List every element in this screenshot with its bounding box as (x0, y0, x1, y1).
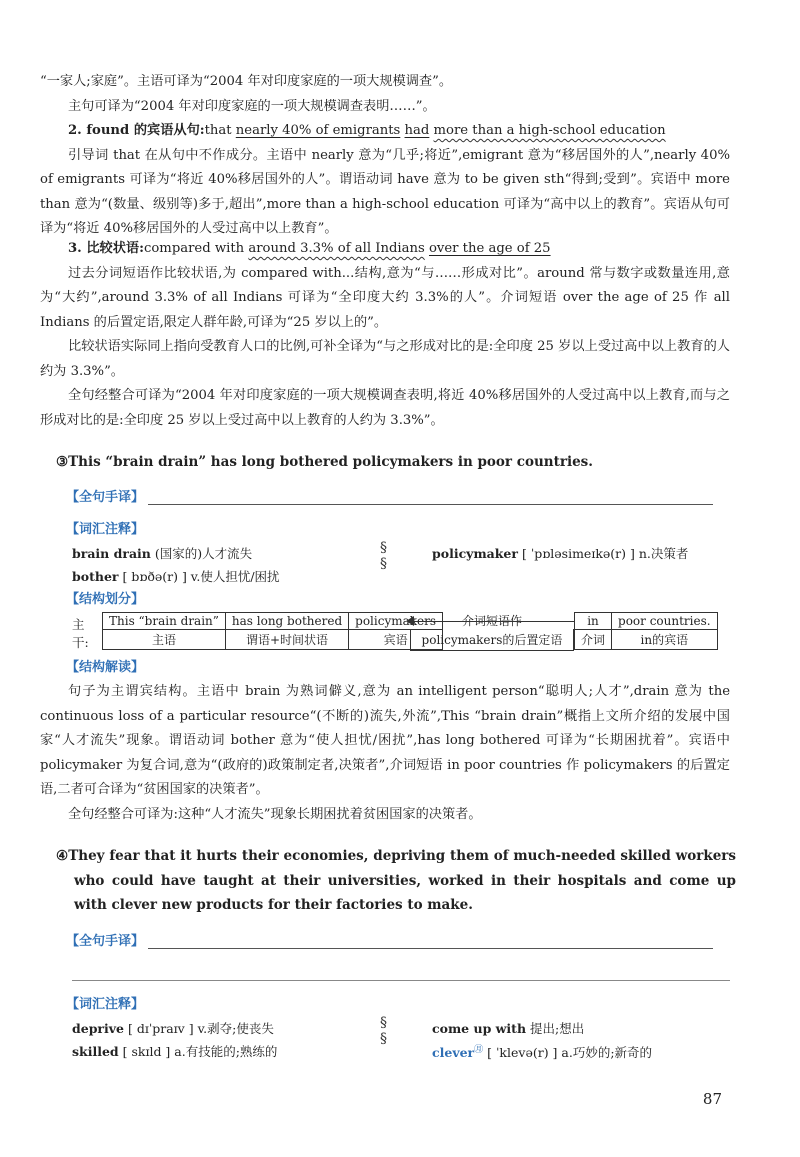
q4-v1-def: [ dɪˈpraɪv ] v.剥夺;使丧失 (127, 1021, 274, 1036)
top-line2: 主句可译为“2004 年对印度家庭的一项大规模调查表明……”。 (68, 98, 436, 114)
q3-vocab-label-wrap (66, 518, 756, 537)
q3-analysis-label-wrap (66, 656, 756, 675)
q4-v1-word: deprive (72, 1021, 124, 1036)
q3-v3-word: policymaker (432, 546, 518, 561)
section-3 (40, 237, 730, 433)
section-2 (40, 119, 730, 242)
q3-struct-label: 【结构划分】 (66, 592, 145, 607)
q4-v4-marker-icon: ㊊ (474, 1045, 484, 1055)
top-section (40, 70, 730, 119)
q3-cell-subject: This “brain drain” (103, 613, 226, 630)
q3-vocab-3 (432, 544, 688, 562)
q3-arrow-head-icon (406, 616, 414, 626)
q3-v3-def: [ ˈpɒləsimeɪkə(r) ] n.决策者 (521, 546, 689, 561)
q3-cell-object-role: 宾语 (349, 630, 443, 650)
q3-main-label: 主干: (72, 617, 89, 650)
q4-title-wrap (56, 844, 736, 918)
s3-heading-line (40, 237, 730, 262)
q4-divider-squiggle: § § (380, 1015, 387, 1047)
q4-v2-def: [ skɪld ] a.有技能的;熟练的 (122, 1044, 278, 1059)
q3-right-table (574, 612, 718, 650)
q4-vocab-label: 【词汇注释】 (66, 997, 145, 1012)
top-line1: “一家人;家庭”。主语可译为“2004 年对印度家庭的一项大规模调查”。 (40, 74, 453, 89)
q4-v3-def: 提出;想出 (530, 1021, 585, 1036)
s2-verb: had (404, 123, 430, 138)
q3-divider-squiggle: § § (380, 540, 387, 572)
q3-v1-def: (国家的)人才流失 (154, 546, 253, 561)
q3-v2-word: bother (72, 569, 119, 584)
q3-analysis (40, 680, 730, 827)
page-number: 87 (702, 1090, 722, 1108)
s2-that: that (204, 123, 236, 138)
q3-arrow-line (410, 621, 574, 622)
q3-cell-in: in (575, 613, 612, 630)
q3-arrow-label: 介词短语作 (461, 614, 522, 628)
q3-title: ③This “brain drain” has long bothered policymakers in poor countries. (56, 454, 593, 470)
q3-main-table (102, 612, 443, 650)
q3-cell-poor-countries: poor countries. (612, 613, 718, 630)
q3-vocab-1 (72, 544, 252, 562)
s3-para3: 全句经整合可译为“2004 年对印度家庭的一项大规模调查表明,将近 40%移居国外的人受过高中以上教育,而与之形成对比的是:全印度 25 岁以上受过高中以上教育的人约为 3.3%”。 (40, 388, 730, 428)
q3-arrow-bottom: policymakers的后置定语 (410, 629, 574, 651)
q3-struct-label-wrap (66, 588, 756, 607)
q4-v4-word: clever (432, 1045, 475, 1061)
s2-heading-line (40, 119, 730, 144)
s2-para1: 引导词 that 在从句中不作成分。主语中 nearly 意为“几乎;将近”,emigrant 意为“移居国外的人”,nearly 40% of emigrants 可译为“将近 40%移居国外的人”。谓语动词 have 意为 to be given sth“得到;受到”。宾语中 more than 意为“(数量、级别等)多于,超出”,more than a high-school education 可译为“高中以上的教育”。宾语从句可译为“将近 40%移居国外的人受过高中以上教育”。 (40, 147, 730, 236)
q4-vocab-3 (432, 1019, 584, 1037)
q3-full-label: 【全句手译】 (66, 490, 145, 505)
q3-translation-blank[interactable] (148, 488, 713, 505)
q4-vocab-1 (72, 1019, 274, 1037)
q3-vocab-label: 【词汇注释】 (66, 522, 145, 537)
q3-analysis-label: 【结构解读】 (66, 660, 145, 675)
s3-phrase-a: around 3.3% of all Indians (248, 241, 425, 256)
q4-vocab-2 (72, 1042, 277, 1060)
q4-v3-word: come up with (432, 1021, 527, 1036)
q3-vocab-2 (72, 567, 280, 585)
q3-cell-subject-role: 主语 (103, 630, 226, 650)
q3-cell-in-object: in的宾语 (612, 630, 718, 650)
q3-cell-predicate-role: 谓语+时间状语 (225, 630, 348, 650)
q4-v4-def: [ ˈklevə(r) ] a.巧妙的;新奇的 (487, 1045, 653, 1061)
q4-vocab-label-wrap (66, 993, 756, 1012)
q4-vocab-4 (432, 1042, 652, 1061)
s3-para1: 过去分词短语作比较状语,为 compared with...结构,意为“与……形成对比”。around 常与数字或数量连用,意为“大约”,around 3.3% of all Indians 可译为“全印度大约 3.3%的人”。介词短语 over the age of 25 作 all Indians 的后置定语,限定人群年龄,可译为“25 岁以上的”。 (40, 265, 730, 330)
q4-v2-word: skilled (72, 1044, 119, 1059)
s2-head: 2. found 的宾语从句: (68, 123, 205, 138)
q4-title: ④They fear that it hurts their economies, depriving them of much-needed skilled workers who could have taught at their universities, worked in their hospitals and come up with clever new products for their factories to make. (56, 848, 736, 913)
q3-v1-word: brain drain (72, 546, 151, 561)
q4-full-translation (66, 930, 736, 949)
q3-para1: 句子为主谓宾结构。主语中 brain 为熟词僻义,意为 an intelligent person“聪明人;人才”,drain 意为 the continuous loss of a particular resource“(不断的)流失,外流”,This “brain drain”概指上文所介绍的发展中国家“人才流失”现象。谓语动词 bother 意为“使人担忧/困扰”,has long bothered 可译为“长期困扰着”。宾语中 policymaker 为复合词,意为“(政府的)政策制定者,决策者”,介词短语 in poor countries 作 policymakers 的后置定语,二者可合译为“贫困国家的决策者”。 (40, 684, 730, 797)
s3-para2: 比较状语实际同上指向受教育人口的比例,可补全译为“与之形成对比的是:全印度 25 岁以上受过高中以上教育的人约为 3.3%”。 (40, 339, 730, 379)
s3-pre: compared with (143, 241, 249, 256)
s2-object: more than a high-school education (433, 123, 666, 138)
q3-title-wrap (56, 450, 736, 475)
q3-full-translation (66, 486, 736, 505)
q3-cell-predicate: has long bothered (225, 613, 348, 630)
q3-v2-def: [ bɒðə(r) ] v.使人担忧/困扰 (122, 569, 280, 584)
s3-head: 3. 比较状语: (68, 241, 144, 256)
q4-translation-line-2[interactable] (72, 980, 730, 981)
q3-arrow-box (410, 612, 574, 651)
q3-cell-prep: 介词 (575, 630, 612, 650)
s3-phrase-b: over the age of 25 (428, 241, 551, 256)
q3-para2: 全句经整合可译为:这种“人才流失”现象长期困扰着贫困国家的决策者。 (68, 806, 482, 822)
q3-cell-object: policymakers (349, 613, 443, 630)
s2-subject: nearly 40% of emigrants (235, 123, 401, 138)
q4-translation-blank[interactable] (148, 932, 713, 949)
q4-full-label: 【全句手译】 (66, 934, 145, 949)
